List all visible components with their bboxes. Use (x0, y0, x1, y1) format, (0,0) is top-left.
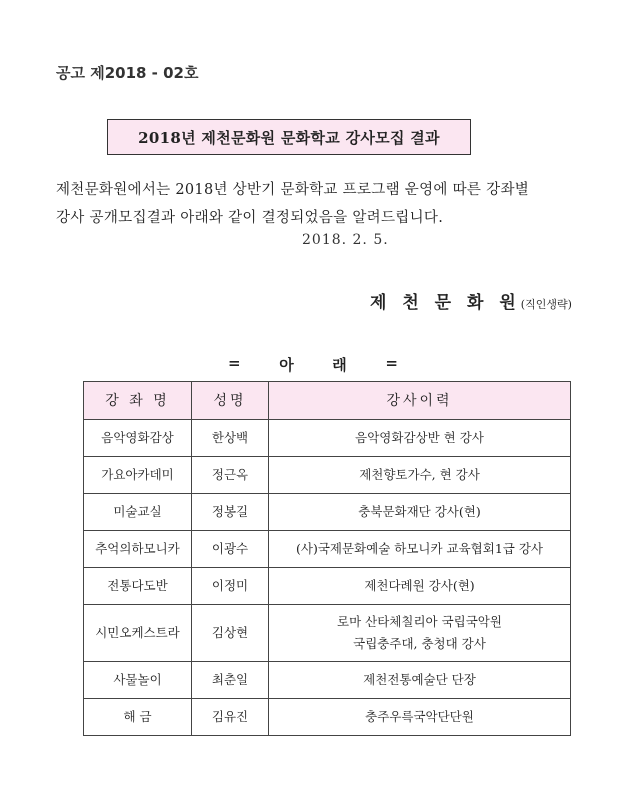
history-cell: 제천향토가수, 현 강사 (269, 457, 571, 494)
signer (370, 288, 572, 313)
header-history: 강사이력 (269, 382, 571, 420)
body-line-1: 제천문화원에서는 2018년 상반기 문화학교 프로그램 운영에 따른 강좌별 (56, 182, 530, 198)
name-cell: 이정미 (192, 568, 269, 605)
table-row (84, 605, 571, 662)
header-course: 강 좌 명 (84, 382, 192, 420)
name-cell: 한상백 (192, 420, 269, 457)
course-cell: 해 금 (84, 699, 192, 736)
table-row (84, 494, 571, 531)
below-heading-part: 아 (279, 356, 294, 374)
course-cell: 사물놀이 (84, 662, 192, 699)
course-cell: 시민오케스트라 (84, 605, 192, 662)
course-cell: 가요아카데미 (84, 457, 192, 494)
history-cell: 음악영화감상반 현 강사 (269, 420, 571, 457)
table-row (84, 457, 571, 494)
signer-name: 제 천 문 화 원 (370, 293, 521, 313)
history-cell: 제천다례원 강사(현) (269, 568, 571, 605)
course-cell: 전통다도반 (84, 568, 192, 605)
below-heading-part: 래 (332, 356, 347, 374)
document-title-box (107, 119, 471, 155)
table-row (84, 568, 571, 605)
below-heading-part: = (385, 354, 398, 372)
body-paragraph (56, 176, 576, 232)
table-row (84, 531, 571, 568)
announcement-date: 2018. 2. 5. (302, 232, 389, 248)
name-cell: 김상현 (192, 605, 269, 662)
document-title: 2018년 제천문화원 문화학교 강사모집 결과 (138, 128, 440, 147)
course-cell: 추억의하모니카 (84, 531, 192, 568)
history-cell: 충주우륵국악단단원 (269, 699, 571, 736)
history-cell: (사)국제문화예술 하모니카 교육협회1급 강사 (269, 531, 571, 568)
course-cell: 음악영화감상 (84, 420, 192, 457)
name-cell: 정근옥 (192, 457, 269, 494)
notice-number: 공고 제2018 - 02호 (56, 64, 199, 82)
name-cell: 이광수 (192, 531, 269, 568)
instructor-table (83, 381, 571, 736)
history-cell: 제천전통예술단 단장 (269, 662, 571, 699)
table-row (84, 420, 571, 457)
name-cell: 정봉길 (192, 494, 269, 531)
header-name: 성명 (192, 382, 269, 420)
below-heading (228, 354, 398, 375)
course-cell: 미술교실 (84, 494, 192, 531)
name-cell: 최춘일 (192, 662, 269, 699)
body-line-2: 강사 공개모집결과 아래와 같이 결정되었음을 알려드립니다. (56, 210, 444, 226)
table-header-row (84, 382, 571, 420)
name-cell: 김유진 (192, 699, 269, 736)
history-cell (269, 605, 571, 662)
table-row (84, 699, 571, 736)
signer-note: (직인생략) (520, 298, 572, 311)
history-line: 국립충주대, 충청대 강사 (353, 636, 486, 651)
table-row (84, 662, 571, 699)
history-line: 로마 산타체칠리아 국립국악원 (337, 614, 502, 629)
history-cell: 충북문화재단 강사(현) (269, 494, 571, 531)
below-heading-part: = (228, 354, 241, 372)
